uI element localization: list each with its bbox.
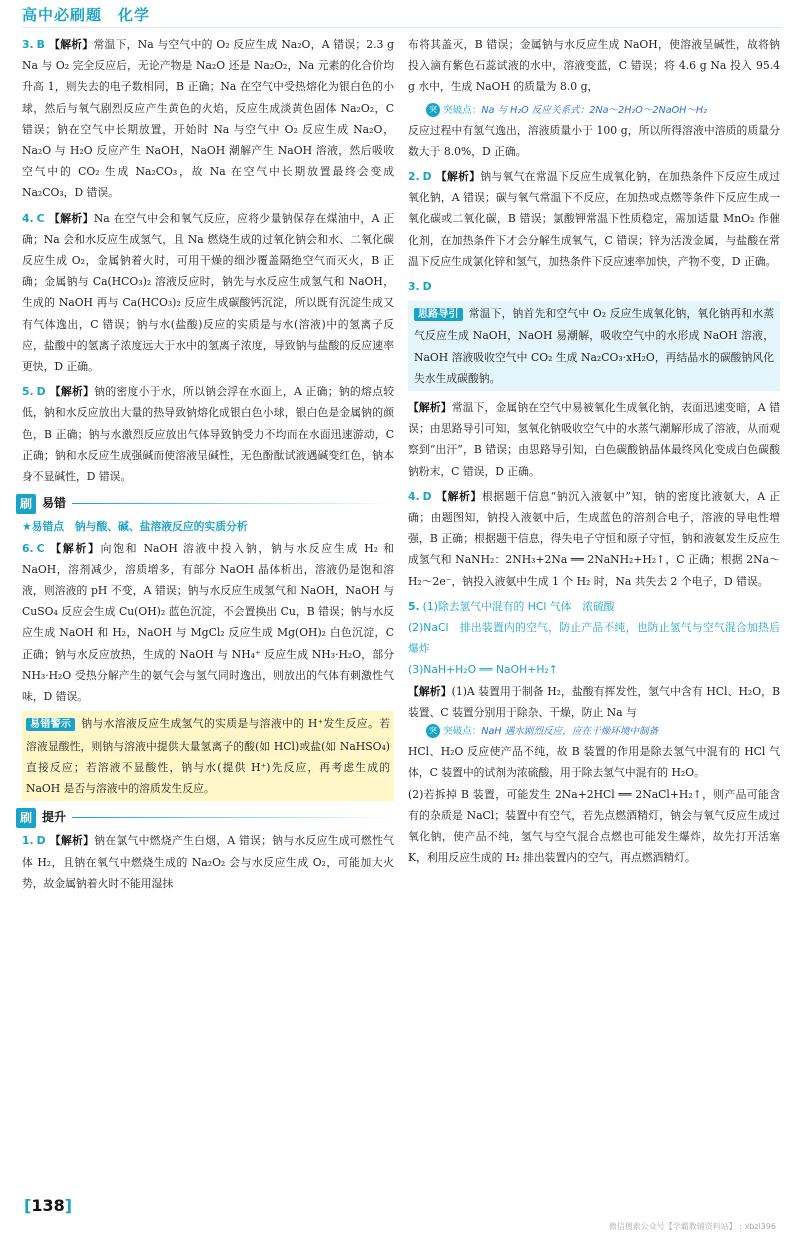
breakthrough-icon: 突 [426,724,440,738]
section-header-tisheng [16,807,394,828]
idea-guide-label: 思路导引 [414,308,463,321]
page-header [22,4,782,28]
analysis-tag: 【解析】 [48,541,101,555]
question-number: 3. [22,38,34,51]
answer-letter: C [36,541,45,555]
answer-letter: C [36,211,45,225]
answer-letter: B [36,38,45,51]
note-badge: 突破点： [443,726,482,738]
analysis-tag: 【解析】 [435,489,482,503]
warning-box [22,711,394,801]
analysis-tag: 【解析】 [408,684,452,698]
analysis-text: 钠在氯气中燃烧产生白烟，A 错误；钠与水反应生成可燃性气体 H₂，且钠在氧气中燃烧生成的 Na₂O₂ 会与水反应生成 O₂，可能加大火势，故金属钠着火时不能用湿抹 [22,834,394,890]
answer-part: (2)NaCl 排出装置内的空气，防止产品不纯，也防止氢气与空气混合加热后爆炸 [408,621,780,656]
question-number: 3. [408,280,420,294]
left-column [19,34,395,898]
analysis-text: 布将其盖灭，B 错误；金属钠与水反应生成 NaOH，使溶液呈碱性，故将钠投入滴有紫色石蕊试液的水中，溶液变蓝，C 错误；将 4.6 g Na 投入 95.4 g 水中，生成 NaOH 的质量为 8.0 g， [408,38,780,94]
question-number: 1. [22,834,34,848]
answer-block [408,276,780,297]
breakthrough-icon: 突 [426,103,440,117]
analysis-text: (1)A 装置用于制备 H₂，盐酸有挥发性，氢气中含有 HCl、H₂O，B 装置、C 装置分别用于除杂、干燥，防止 Na 与 [408,684,781,719]
analysis-text: 向饱和 NaOH 溶液中投入钠，钠与水反应生成 H₂ 和 NaOH，溶剂减少，溶质增多，有部分 NaOH 晶体析出，溶液仍是饱和溶液，则溶液的 pH 不变，A 错误；钠与水反应生成氢气和 NaOH，NaOH 与 CuSO₄ 反应会生成 Cu(OH)₂ 蓝色沉淀，不会置换出 Cu，B 错误；钠与水反应生成 NaOH 和 H₂，NaOH 与 MgCl₂ 反应生成 Mg(OH)₂ 白色沉淀，C 正确；钠与水反应放热，生成的 NaOH 与 NH₄⁺ 反应生成 NH₃·H₂O，部分 NH₃·H₂O 受热分解产生的氨气会与氢气同时逸出，则放出的气体有刺激性气味，D 错误。 [22,541,395,704]
answer-block [408,166,780,272]
analysis-text: 常温下，金属钠在空气中易被氧化生成氧化钠，表面迅速变暗，A 错误；由思路导引可知，氢氧化钠吸收空气中的水蒸气潮解形成了溶液，从而观察到“出汗”，B 错误；由思路导引知，白色碳酸钠晶体最终风化变成白色碳酸钠粉末，C 错误，D 正确。 [408,401,780,478]
breakthrough-note [408,723,780,741]
answer-letter: D [422,280,432,294]
answer-part: (3)NaH+H₂O ══ NaOH+H₂↑ [408,663,558,677]
brush-icon: 刷 [16,494,36,514]
section-header-yicuo [16,493,394,514]
warning-label: 易错警示 [26,718,75,731]
page-number: [138] [24,1196,73,1215]
analysis-text: (2)若拆掉 B 装置，可能发生 2Na+2HCl ══ 2NaCl+H₂↑，则产品可能含有的杂质是 NaCl；装置中有空气，若先点燃酒精灯，钠会与氧气反应生成过氧化钠，使产品不纯，氢气与空气混合点燃也可能发生爆炸，故先打开活塞 K，利用反应生成的 H₂ 排出装置内的空气，再点燃酒精灯。 [408,787,780,865]
watermark-text: 微信搜索公众号【学霸教辅资料站】 : xbzl396 [608,1222,776,1231]
analysis-text: 反应过程中有氢气逸出，溶液质量小于 100 g，所以所得溶液中溶质的质量分数大于 8.0%，D 正确。 [408,123,780,158]
analysis-tag: 【解析】 [408,401,452,415]
section-label: 易错 [42,496,67,511]
right-column [408,34,780,872]
answer-block [408,486,780,592]
easy-error-point: ★易错点 钠与酸、碱、盐溶液反应的实质分析 [22,520,248,534]
note-text: NaH 遇水剧烈反应，应在干燥环境中制备 [481,726,659,738]
analysis-text: 根据题干信息“钠沉入液氨中”知，钠的密度比液氨大，A 正确；由题图知，钠投入液氨中后，生成蓝色的溶剂合电子，溶液的导电性增强，B 正确；根据题干信息，得失电子守恒和原子守恒，钠和液氨发生反应生成氢气和 NaNH₂：2NH₃+2Na ══ 2NaNH₂+H₂↑，C 正确；根据 2Na～H₂～2e⁻，钠投入液氨中生成 1 个 H₂ 时，Na 共失去 2 个电子，D 错误。 [408,489,780,588]
analysis-text: HCl、H₂O 反应使产品不纯，故 B 装置的作用是除去氢气中混有的 HCl 气体，C 装置中的试剂为浓硫酸，用于除去氢气中混有的 H₂O。 [408,745,780,780]
note-text: Na 与 H₂O 反应关系式：2Na～2H₂O～2NaOH～H₂ [481,104,707,116]
answer-block [408,397,780,482]
analysis-tag: 【解析】 [435,170,481,184]
analysis-tag: 【解析】 [48,38,94,51]
brush-icon: 刷 [16,808,36,828]
answer-block [22,830,394,894]
question-number: 2. [408,170,420,184]
analysis-text: 钠与氧气在常温下反应生成氧化钠，在加热条件下反应生成过氧化钠，A 错误；碳与氧气常温下不反应，在加热或点燃等条件下反应生成一氧化碳或二氧化碳，B 错误；氯酸钾常温下性质稳定，需加适量 MnO₂ 作催化剂，在加热条件下才会分解生成氧气，C 错误；锌为活泼金属，与盐酸在常温下反应生成氯化锌和氢气，加热条件下反应速率加快，产物不变，D 正确。 [408,170,781,268]
answer-block [22,538,394,708]
page-number-value: 138 [31,1196,65,1215]
question-number: 4. [22,211,34,225]
idea-guide-box [408,301,780,391]
answer-block-continued [408,34,780,98]
analysis-text: 钠的密度小于水，所以钠会浮在水面上，A 正确；钠的熔点较低，钠和水反应放出大量的热导致钠熔化成银白色小球，银白色是金属钠的颜色，B 正确；钠与水激烈反应放出气体导致钠受力不均而在水面迅速游动，C 正确；钠和水反应生成强碱而使溶液呈碱性，无色酚酞试液遇碱变红色，钠本身不显碱性，D 错误。 [22,385,394,484]
answer-block [408,596,780,868]
answer-letter: D [36,385,46,399]
question-number: 6. [22,541,34,555]
question-number: 4. [408,489,420,503]
section-label: 提升 [42,810,67,825]
analysis-tag: 【解析】 [49,834,95,848]
analysis-text: 常温下，Na 与空气中的 O₂ 反应生成 Na₂O，A 错误；2.3 g Na 与 O₂ 完全反应后，无论产物是 Na₂O 还是 Na₂O₂，Na 元素的化合价均升高 1，则失去的电子数相同，B 正确；Na 在空气中受热熔化为银白色的小球，然后与氧气剧烈反应产生黄色的火焰，反应生成淡黄色固体 Na₂O₂，C 错误；钠在空气中长期放置，开始时 Na 与空气中 O₂ 反应生成 Na₂O，Na₂O 与 H₂O 反应产生 NaOH，NaOH 潮解产生 NaOH 溶液，然后吸收空气中的 CO₂ 生成 Na₂CO₃，故 Na 在空气中长期放置最终会变成 Na₂CO₃，D 错误。 [22,38,395,200]
note-badge: 突破点： [443,104,482,116]
analysis-tag: 【解析】 [49,385,95,399]
answer-letter: D [422,489,432,503]
answer-part: (1)除去氢气中混有的 HCl 气体 浓硫酸 [422,599,615,613]
header-title: 高中必刷题 化学 [22,6,151,24]
analysis-text: Na 在空气中会和氧气反应，应将少量钠保存在煤油中，A 正确；Na 会和水反应生成氢气，且 Na 燃烧生成的过氧化钠会和水、二氧化碳反应生成 O₂，金属钠着火时，可用干燥的细沙覆盖隔绝空气而灭火，B 正确；金属钠与 Ca(HCO₃)₂ 溶液反应时，钠先与水反应生成氢气和 NaOH，生成的 NaOH 再与 Ca(HCO₃)₂ 反应生成碳酸钙沉淀，所以既有沉淀生成又有气体逸出，C 错误；钠与水(盐酸)反应的实质是与水(溶液)中的氢离子反应，盐酸中的氢离子浓度远大于水中的氢离子浓度，导致钠与盐酸的反应速率更快，D 正确。 [22,211,395,374]
question-number: 5. [22,385,34,399]
question-number: 5. [408,599,420,613]
warning-text: 钠与水溶液反应生成氢气的实质是与溶液中的 H⁺发生反应。若溶液显酸性，则钠与溶液中提供大量氢离子的酸(如 HCl)或盐(如 NaHSO₄)直接反应；若溶液不显酸性，钠与水(提供 H⁺)先反应，再考虑生成的 NaOH 是否与溶液中的溶质发生反应。 [26,717,391,795]
idea-guide-text: 常温下，钠首先和空气中 O₂ 反应生成氧化钠，氧化钠再和水蒸气反应生成 NaOH，NaOH 易潮解，吸收空气中的水形成 NaOH 溶液，NaOH 溶液吸收空气中 CO₂ 生成 Na₂CO₃·xH₂O，再结晶水的碳酸钠风化失水生成碳酸钠。 [414,307,775,385]
answer-block-continued [408,120,780,162]
answer-letter: D [422,170,432,184]
answer-block [22,208,394,378]
section-divider [72,503,394,504]
analysis-tag: 【解析】 [48,211,94,225]
section-divider [72,817,394,818]
answer-letter: D [36,834,46,848]
answer-block [22,381,394,487]
answer-block [22,34,394,204]
breakthrough-note [408,102,780,120]
